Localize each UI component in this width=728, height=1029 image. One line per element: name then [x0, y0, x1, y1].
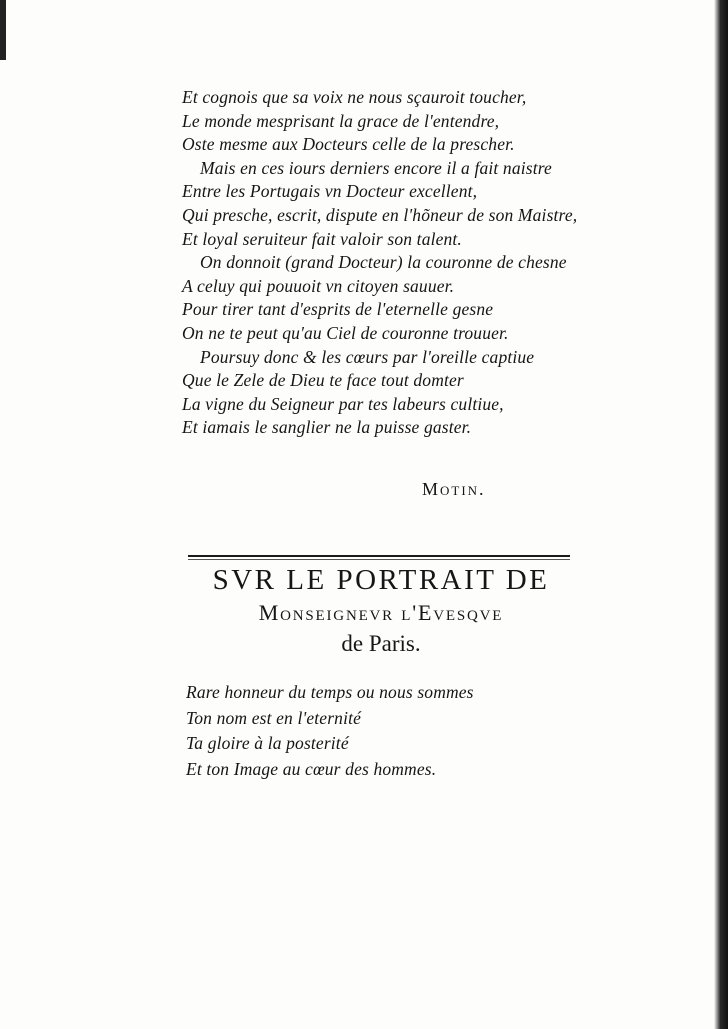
poem-line: La vigne du Seigneur par tes labeurs cultiue,	[182, 393, 504, 414]
poem-line: On donnoit (grand Docteur) la couronne de chesne	[200, 252, 567, 273]
poem-line: Entre les Portugais vn Docteur excellent,	[182, 181, 478, 202]
page-edge-shadow	[714, 0, 728, 1029]
page-corner-shadow	[0, 0, 6, 60]
poem-line: Et loyal seruiteur fait valoir son talent.	[182, 228, 462, 249]
poem-line: Et iamais le sanglier ne la puisse gaster.	[182, 417, 472, 438]
section-divider-thin	[188, 559, 570, 560]
poem-line: Qui presche, escrit, dispute en l'hõneur de son Maistre,	[182, 204, 578, 225]
quatrain-line: Rare honneur du temps ou nous sommes	[186, 682, 474, 702]
section-title	[176, 562, 586, 660]
poem-line: A celuy qui pouuoit vn citoyen sauuer.	[182, 275, 455, 296]
title-line-2: Monseignevr l'Evesqve	[258, 600, 504, 625]
title-line-1: SVR LE PORTRAIT DE	[212, 564, 550, 596]
poem-line: Pour tirer tant d'esprits de l'eternelle gesne	[182, 299, 494, 320]
title-line-3: de Paris.	[341, 631, 421, 656]
poem-line: Poursuy donc & les cœurs par l'oreille captiue	[200, 346, 535, 367]
author-signature: Motin.	[422, 479, 486, 499]
poem-line: Que le Zele de Dieu te face tout domter	[182, 370, 464, 391]
poem-line: On ne te peut qu'au Ciel de couronne trouuer.	[182, 322, 509, 343]
poem-line: Le monde mesprisant la grace de l'entendre,	[182, 110, 500, 131]
poem-line: Oste mesme aux Docteurs celle de la prescher.	[182, 134, 515, 155]
poem-line: Et cognois que sa voix ne nous sçauroit toucher,	[182, 87, 527, 107]
poem-stanza	[182, 86, 602, 440]
quatrain-line: Ton nom est en l'eternité	[186, 707, 362, 728]
poem-line: Mais en ces iours derniers encore il a fait naistre	[200, 157, 552, 178]
quatrain-line: Ta gloire à la posterité	[186, 733, 349, 753]
quatrain-line: Et ton Image au cœur des hommes.	[186, 758, 437, 779]
quatrain	[186, 680, 506, 782]
section-divider	[188, 555, 570, 557]
